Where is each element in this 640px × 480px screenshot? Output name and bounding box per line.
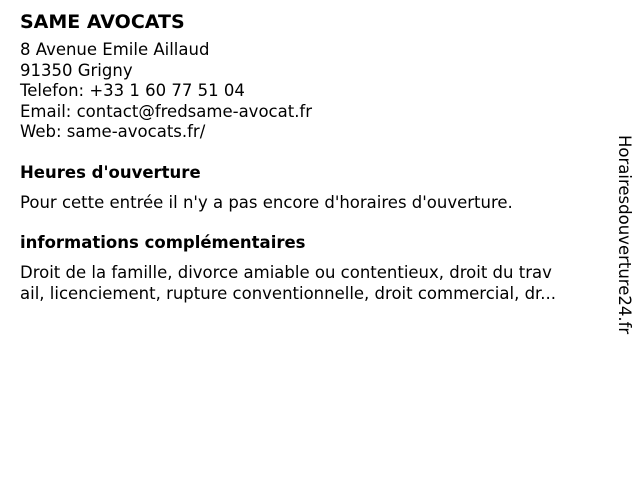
address-line-street: 8 Avenue Emile Aillaud bbox=[20, 40, 210, 59]
additional-info-text bbox=[20, 263, 590, 304]
business-card bbox=[20, 10, 590, 304]
address-line-city: 91350 Grigny bbox=[20, 60, 133, 80]
opening-hours-text: Pour cette entrée il n'y a pas encore d'horaires d'ouverture. bbox=[20, 192, 513, 212]
website: Web: same-avocats.fr/ bbox=[20, 122, 206, 141]
additional-info-line-1: Droit de la famille, divorce amiable ou contentieux, droit du trav bbox=[20, 263, 552, 282]
phone-number: Telefon: +33 1 60 77 51 04 bbox=[20, 81, 245, 100]
additional-info-heading: informations complémentaires bbox=[20, 233, 306, 252]
email-address: Email: contact@fredsame-avocat.fr bbox=[20, 101, 313, 121]
additional-info-line-2: ail, licenciement, rupture conventionnelle, droit commercial, dr... bbox=[20, 283, 557, 303]
company-name: SAME AVOCATS bbox=[20, 11, 185, 33]
opening-hours-heading: Heures d'ouverture bbox=[20, 162, 201, 182]
site-watermark: Horairesdouverture24.fr bbox=[615, 135, 634, 335]
